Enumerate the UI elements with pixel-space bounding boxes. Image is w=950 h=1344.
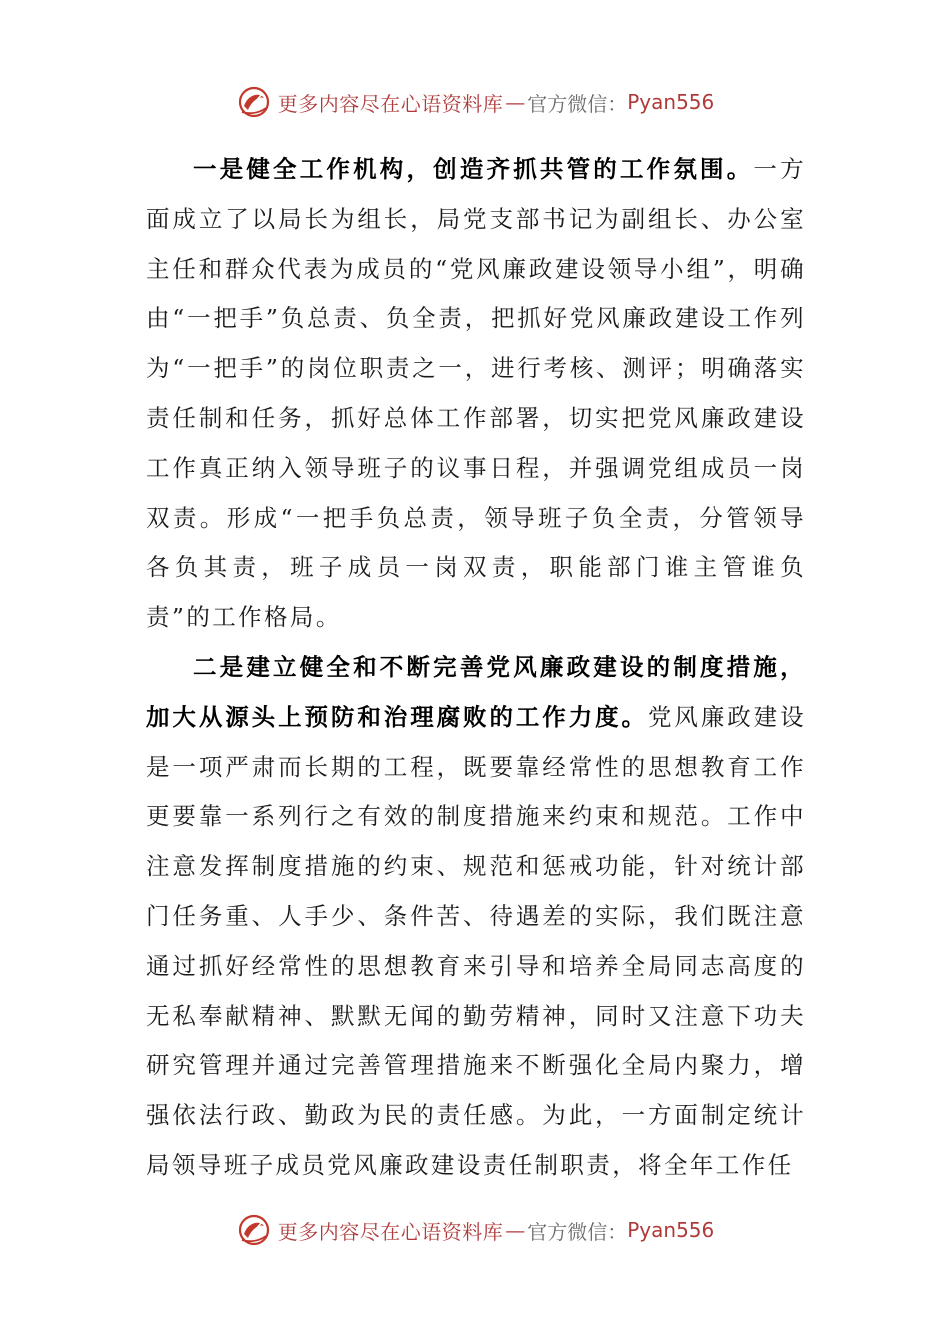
document-body [146, 145, 806, 1191]
paragraph-1-heading: 一是健全工作机构，创造齐抓共管的工作氛围。 [193, 155, 754, 183]
footer-wechat-id: Pyan556 [627, 1218, 715, 1242]
banner-wechat-label: 官方微信： [527, 91, 628, 116]
paragraph-2-text: 党风廉政建设是一项严肃而长期的工程，既要靠经常性的思想教育工作更要靠一系列行之有效的制度措施来约束和规范。工作中注意发挥制度措施的约束、规范和惩戒功能，针对统计部门任务重、人手少、条件苦、待遇差的实际，我们既注意通过抓好经常性的思想教育来引导和培养全局同志高度的无私奉献精神、默默无闻的勤劳精神，同时又注意下功夫研究管理并通过完善管理措施来不断强化全局内聚力，增强依法行政、勤政为民的责任感。为此，一方面制定统计局领导班子成员党风廉政建设责任制职责，将全年工作任 [146, 702, 806, 1179]
pen-swirl-logo-icon [236, 84, 272, 120]
paragraph-1 [146, 145, 806, 643]
paragraph-1-text: 一方面成立了以局长为组长，局党支部书记为副组长、办公室主任和群众代表为成员的“党风廉政建设领导小组”，明确由“一把手”负总责、负全责，把抓好党风廉政建设工作列为“一把手”的岗位职责之一，进行考核、测评；明确落实责任制和任务，抓好总体工作部署，切实把党风廉政建设工作真正纳入领导班子的议事日程，并强调党组成员一岗双责。形成“一把手负总责，领导班子负全责，分管领导各负其责，班子成员一岗双责，职能部门谁主管谁负责”的工作格局。 [146, 155, 806, 632]
pen-swirl-logo-icon [236, 1212, 272, 1248]
paragraph-2-heading: 二是建立健全和不断完善党风廉政建设的制度措施，加大从源头上预防和治理腐败的工作力度。 [146, 652, 806, 731]
footer-wechat-label: 官方微信： [527, 1219, 628, 1244]
footer-site-text: 更多内容尽在心语资料库 [277, 1219, 504, 1244]
footer-dash: — [505, 1218, 526, 1242]
banner-site-text: 更多内容尽在心语资料库 [277, 91, 504, 116]
paragraph-2 [146, 643, 806, 1191]
banner-dash: — [505, 90, 526, 114]
banner-wechat-id: Pyan556 [627, 90, 715, 114]
footer-watermark-banner [0, 1208, 950, 1252]
header-watermark-banner [0, 80, 950, 124]
